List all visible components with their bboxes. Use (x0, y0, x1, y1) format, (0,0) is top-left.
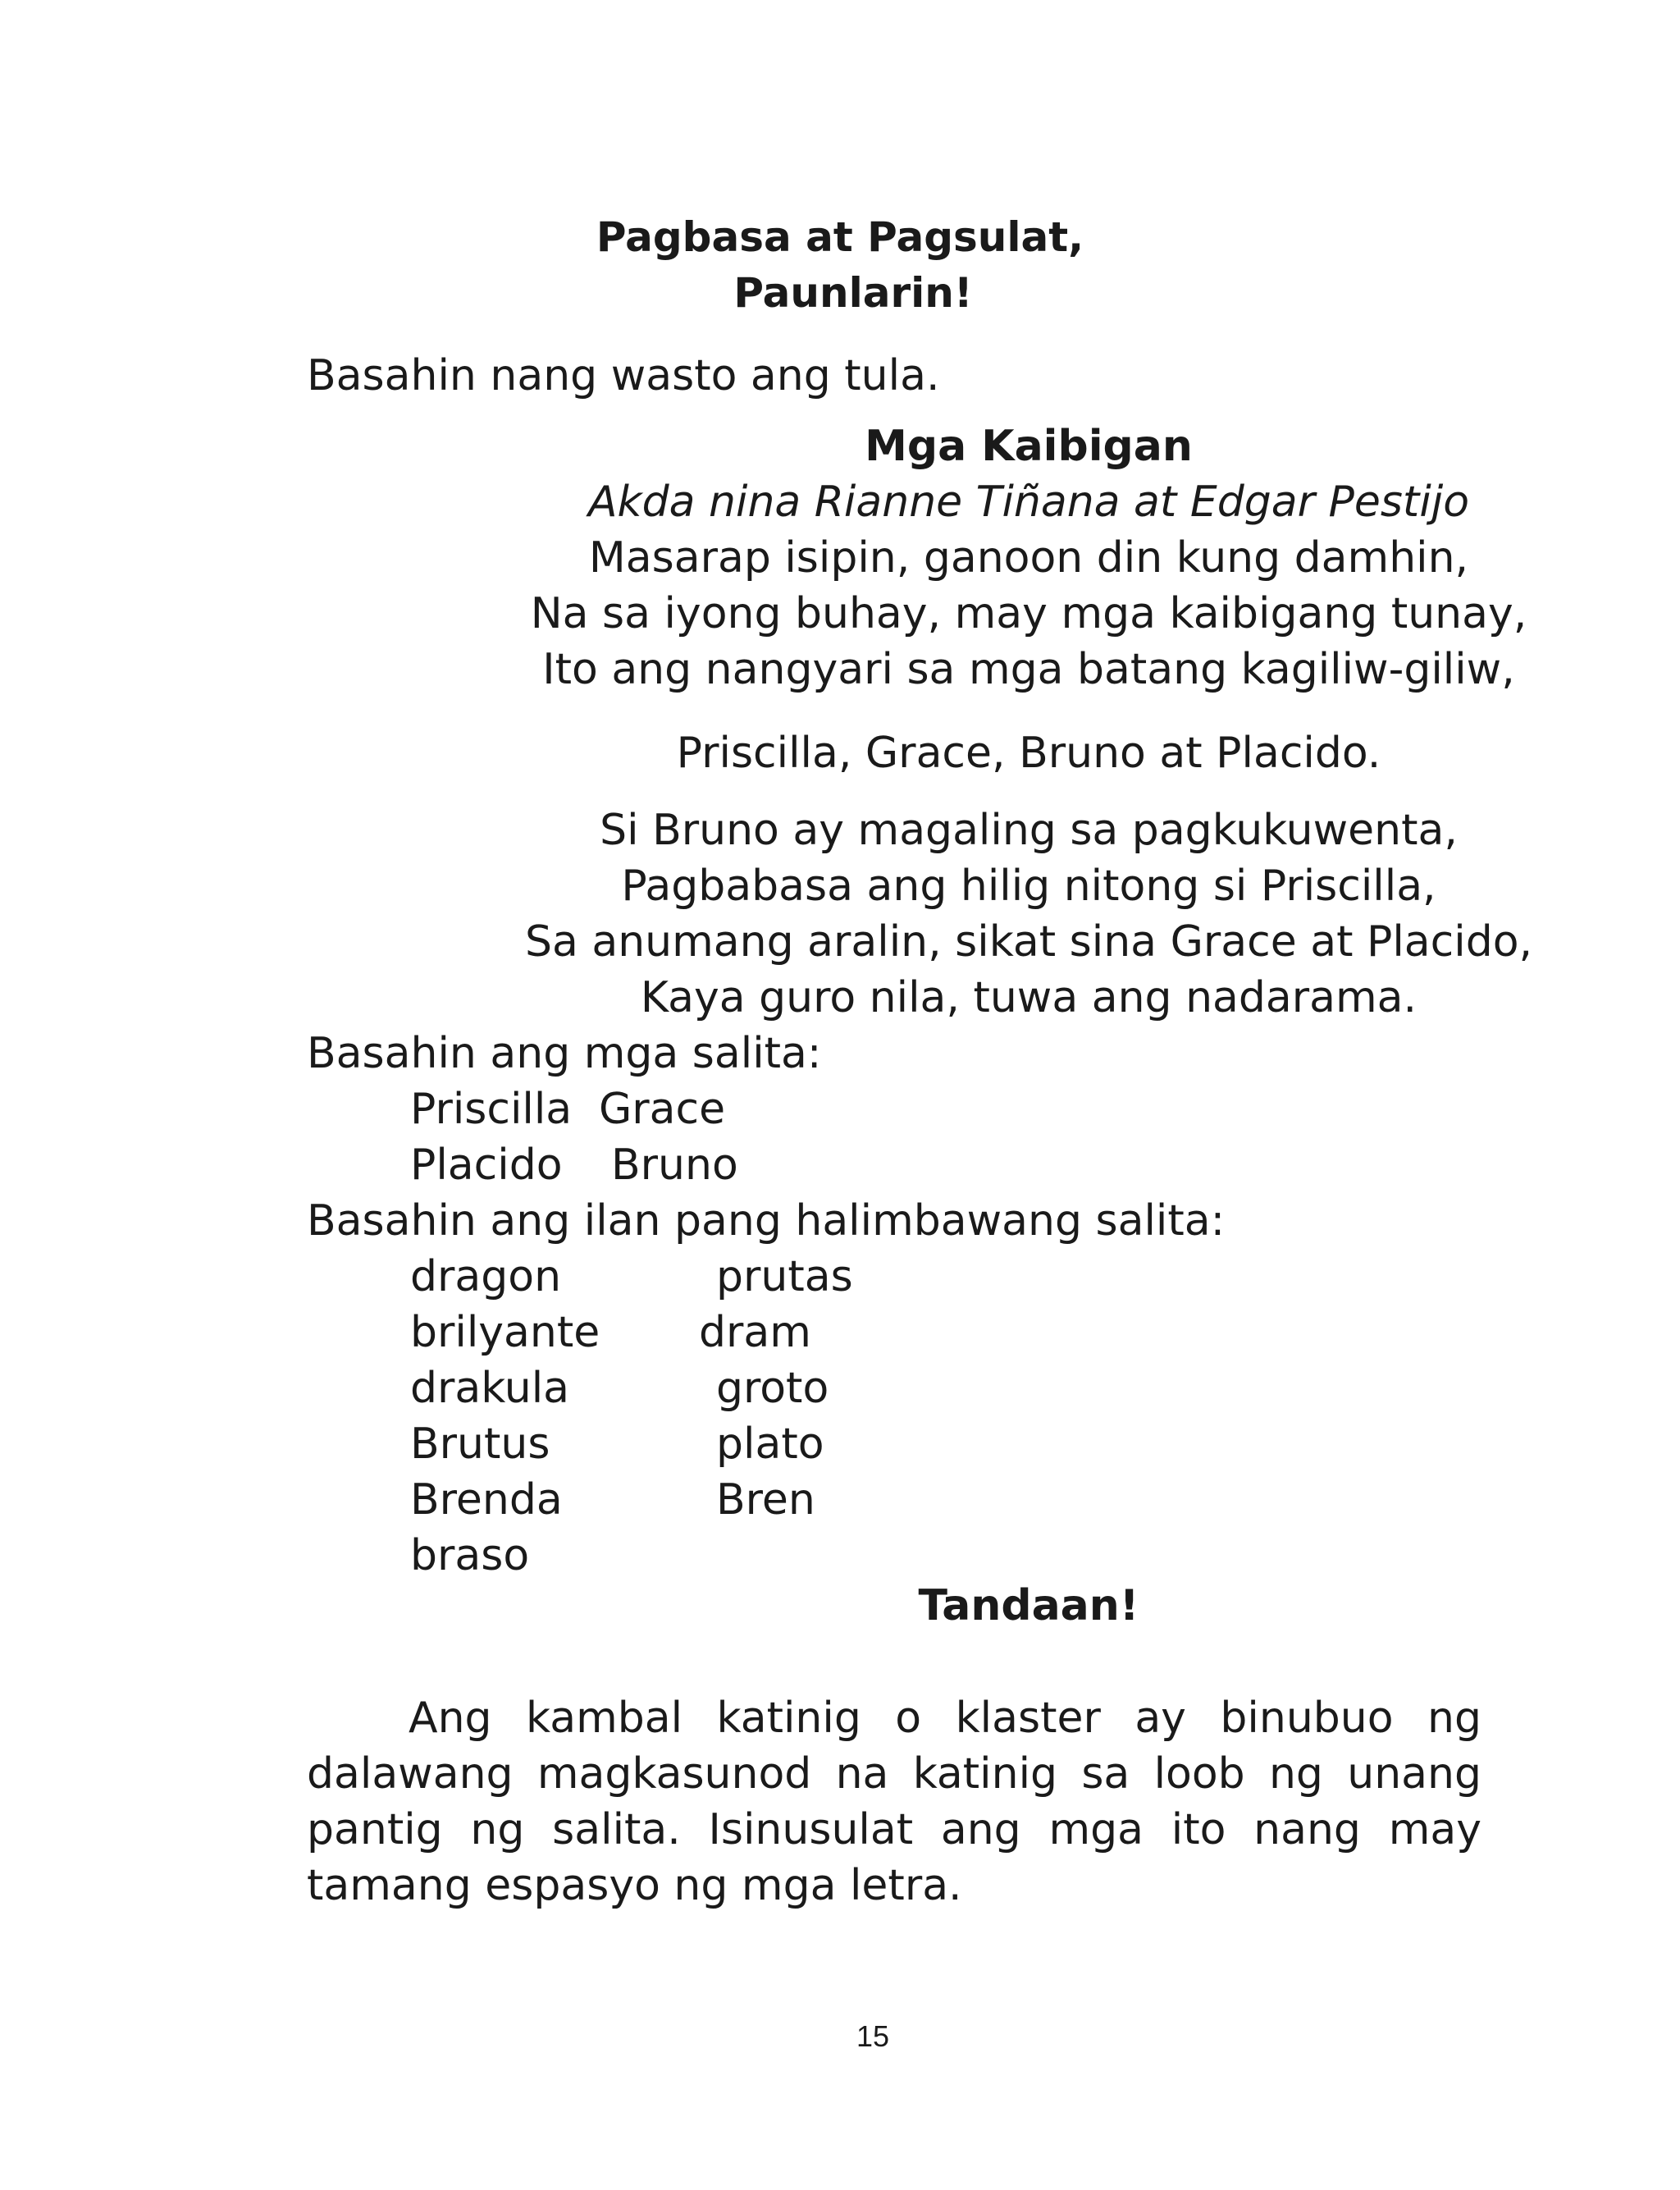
words-heading: Basahin ang mga salita: (307, 1029, 822, 1078)
word-item: Grace (599, 1085, 726, 1134)
poem-line: Priscilla, Grace, Bruno at Placido. (676, 729, 1381, 778)
poem-author: Akda nina Rianne Tiñana at Edgar Pestijo (587, 478, 1470, 527)
section-title-line1: Pagbasa at Pagsulat, (596, 213, 1084, 261)
example-word: brilyante (410, 1308, 600, 1357)
poem-title: Mga Kaibigan (865, 422, 1193, 471)
example-word: prutas (716, 1252, 853, 1301)
poem-line: Na sa iyong buhay, may mga kaibigang tunay, (530, 589, 1527, 638)
example-word: plato (716, 1420, 824, 1469)
examples-heading: Basahin ang ilan pang halimbawang salita: (307, 1196, 1226, 1246)
word-item: Bruno (611, 1141, 738, 1190)
tandaan-heading: Tandaan! (918, 1581, 1139, 1630)
section-title-line2: Paunlarin! (733, 269, 973, 317)
poem-line: Pagbabasa ang hilig nitong si Priscilla, (621, 862, 1436, 911)
example-word: Brutus (410, 1420, 550, 1469)
poem-line: Masarap isipin, ganoon din kung damhin, (588, 533, 1469, 583)
paragraph-line: dalawang magkasunod na katinig sa loob ng unang (307, 1749, 1481, 1799)
poem-line: Sa anumang aralin, sikat sina Grace at Placido, (524, 917, 1533, 967)
example-word: Brenda (410, 1475, 563, 1525)
word-item: Placido (410, 1141, 563, 1190)
paragraph-line: pantig ng salita. Isinusulat ang mga ito nang may (307, 1805, 1481, 1854)
paragraph-line: Ang kambal katinig o klaster ay binubuo ng (409, 1694, 1481, 1743)
poem-line: Si Bruno ay magaling sa pagkukuwenta, (600, 806, 1458, 855)
example-word: braso (410, 1531, 530, 1580)
poem-line: Kaya guro nila, tuwa ang nadarama. (640, 973, 1418, 1022)
example-word: drakula (410, 1364, 570, 1413)
example-word: dram (699, 1308, 811, 1357)
example-word: groto (716, 1364, 829, 1413)
page-number: 15 (856, 2019, 890, 2053)
poem-line: Ito ang nangyari sa mga batang kagiliw-giliw, (542, 645, 1515, 694)
example-word: dragon (410, 1252, 562, 1301)
paragraph-line: tamang espasyo ng mga letra. (307, 1861, 962, 1910)
tandaan-paragraph (307, 1690, 1481, 1913)
word-item: Priscilla (410, 1085, 573, 1134)
poem-instruction: Basahin nang wasto ang tula. (307, 351, 940, 400)
example-word: Bren (716, 1475, 815, 1525)
